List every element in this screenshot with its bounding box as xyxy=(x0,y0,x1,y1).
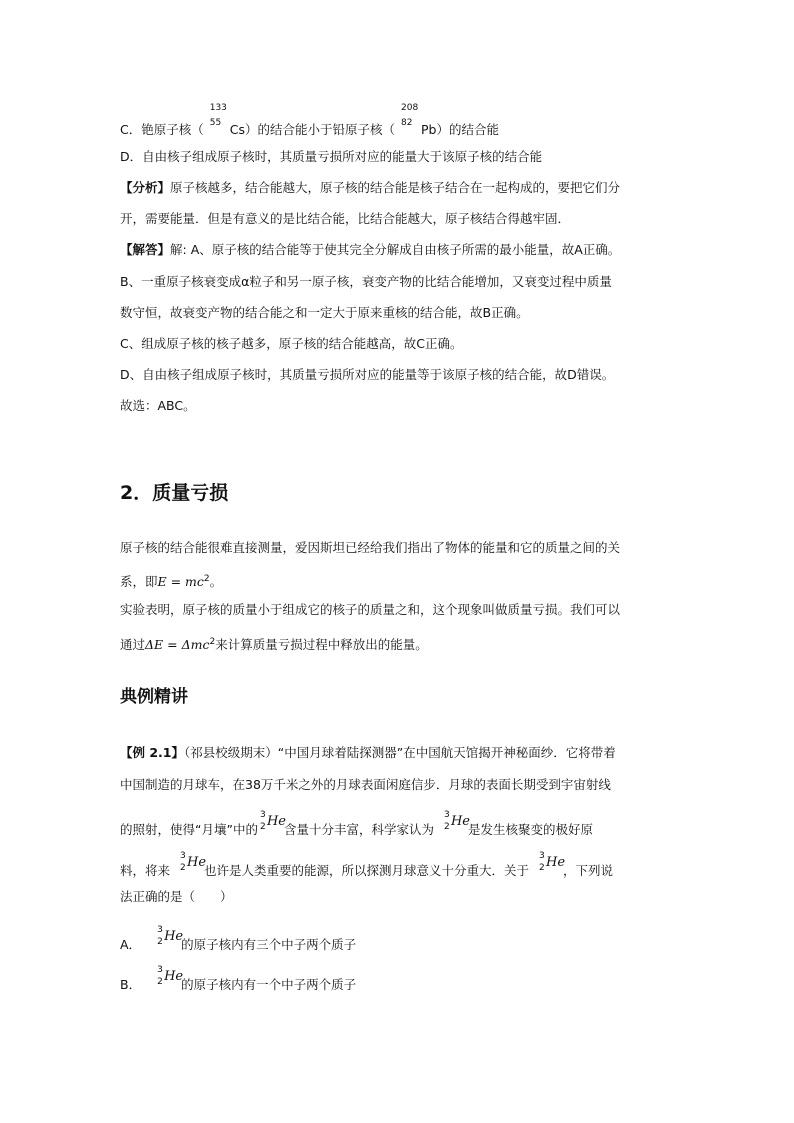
cs-isotope xyxy=(204,103,230,134)
example-text-3a: 的照射，使得“月壤”中的 xyxy=(120,822,258,837)
analysis-line-2: 开，需要能量．但是有意义的是比结合能，比结合能越大，原子核结合得越牢固． xyxy=(120,211,571,226)
option-a-text: 的原子核内有三个中子两个质子 xyxy=(181,937,357,952)
he-symbol: He xyxy=(450,814,470,829)
example-line-3 xyxy=(120,810,593,838)
example-text-3b: 含量十分丰富，科学家认为 xyxy=(283,822,434,837)
analysis-tag: 【分析】 xyxy=(120,180,171,195)
pb-isotope xyxy=(395,103,421,134)
option-c-end: 的结合能 xyxy=(448,122,499,137)
einstein-equation: E = mc xyxy=(157,574,204,589)
cs-symbol: Cs） xyxy=(229,122,258,137)
he-symbol: He xyxy=(164,969,184,984)
he-symbol: He xyxy=(187,855,207,870)
example-option-a xyxy=(120,925,357,953)
option-b-label: B． xyxy=(120,977,142,992)
mass-defect-exponent: 2 xyxy=(209,637,216,647)
example-line-1 xyxy=(120,745,616,761)
option-c-label: C．铯原子核（ xyxy=(120,122,204,137)
he-symbol: He xyxy=(266,814,286,829)
body-line-2-prefix: 系，即 xyxy=(120,574,158,589)
answer-line-6: 故选：ABC。 xyxy=(120,398,196,413)
example-line-4 xyxy=(120,851,614,879)
he-atomic-number: 2 xyxy=(259,822,266,832)
he-mass-number: 3 xyxy=(443,810,450,820)
body-line-1: 原子核的结合能很难直接测量，爱因斯坦已经给我们指出了物体的能量和它的质量之间的关 xyxy=(120,540,621,555)
option-c-middle: 的结合能小于铅原子核（ xyxy=(257,122,395,137)
option-a-label: A． xyxy=(120,937,142,952)
helium-3-notation xyxy=(155,925,184,951)
he-atomic-number: 2 xyxy=(157,977,163,987)
example-tag: 【例 2.1】 xyxy=(120,745,184,760)
example-line-2: 中国制造的月球车，在38万千米之外的月球表面闲庭信步．月球的表面长期受到宇宙射线 xyxy=(120,777,611,792)
body-line-2 xyxy=(120,571,222,590)
analysis-text-1: 原子核越多，结合能越大，原子核的结合能是核子结合在一起构成的，要把它们分 xyxy=(170,180,621,195)
he-mass-number: 3 xyxy=(157,965,163,975)
body-line-3: 实验表明，原子核的质量小于组成它的核子的质量之和，这个现象叫做质量亏损。我们可以 xyxy=(120,602,621,617)
subsection-title: 典例精讲 xyxy=(120,687,188,707)
body-line-2-suffix: 。 xyxy=(209,574,223,589)
answer-line-4: C、组成原子核的核子越多，原子核的结合能越高，故C正确。 xyxy=(120,336,463,351)
example-text-3c: 是发生核聚变的极好原 xyxy=(467,822,593,837)
option-c xyxy=(120,103,499,138)
helium-3-notation xyxy=(442,810,470,836)
he-symbol: He xyxy=(546,855,566,870)
example-line-5: 法正确的是（ ） xyxy=(120,889,233,904)
answer-line-1 xyxy=(120,242,620,258)
he-symbol: He xyxy=(164,929,184,944)
he-atomic-number: 2 xyxy=(539,863,545,873)
pb-symbol: Pb） xyxy=(421,122,449,137)
pb-mass-number: 208 xyxy=(401,103,419,113)
example-text-1: （祁县校级期末）“中国月球着陆探测器”在中国航天馆揭开神秘面纱．它将带着 xyxy=(184,745,616,760)
example-text-4b: 也许是人类重要的能源，所以探测月球意义十分重大．关于 xyxy=(204,863,530,878)
body-line-4 xyxy=(120,634,428,653)
mass-defect-equation: ΔE = Δmc xyxy=(145,637,210,652)
he-mass-number: 3 xyxy=(259,810,266,820)
answer-line-5: D、自由核子组成原子核时，其质量亏损所对应的能量等于该原子核的结合能，故D错误。 xyxy=(120,367,615,382)
analysis-line-1 xyxy=(120,180,620,196)
helium-3-notation xyxy=(258,810,286,836)
body-line-4-prefix: 通过 xyxy=(120,637,146,652)
answer-line-2: B、一重原子核衰变成α粒子和另一原子核，衰变产物的比结合能增加，又衰变过程中质量 xyxy=(120,274,612,289)
cs-mass-number: 133 xyxy=(209,103,227,113)
he-mass-number: 3 xyxy=(157,925,163,935)
example-text-4a: 料，将来 xyxy=(120,863,171,878)
pb-atomic-number: 82 xyxy=(401,118,413,128)
option-d: D．自由核子组成原子核时，其质量亏损所对应的能量大于该原子核的结合能 xyxy=(120,149,543,164)
example-option-b xyxy=(120,965,357,993)
he-atomic-number: 2 xyxy=(157,937,163,947)
helium-3-notation xyxy=(155,965,184,991)
he-mass-number: 3 xyxy=(539,851,545,861)
einstein-exponent: 2 xyxy=(203,574,210,584)
cs-atomic-number: 55 xyxy=(209,118,222,128)
example-text-4c: ，下列说 xyxy=(563,863,614,878)
he-atomic-number: 2 xyxy=(180,863,186,873)
he-mass-number: 3 xyxy=(180,851,186,861)
he-atomic-number: 2 xyxy=(443,822,450,832)
answer-text-1: 解: A、原子核的结合能等于使其完全分解成自由核子所需的最小能量，故A正确。 xyxy=(170,242,621,257)
option-b-text: 的原子核内有一个中子两个质子 xyxy=(181,977,357,992)
helium-3-notation xyxy=(537,851,566,877)
helium-3-notation xyxy=(178,851,207,877)
answer-tag: 【解答】 xyxy=(120,242,171,257)
body-line-4-suffix: 来计算质量亏损过程中释放出的能量。 xyxy=(215,637,428,652)
section-title: 2．质量亏损 xyxy=(120,482,229,504)
answer-line-3: 数守恒，故衰变产物的结合能之和一定大于原来重核的结合能，故B正确。 xyxy=(120,305,529,320)
